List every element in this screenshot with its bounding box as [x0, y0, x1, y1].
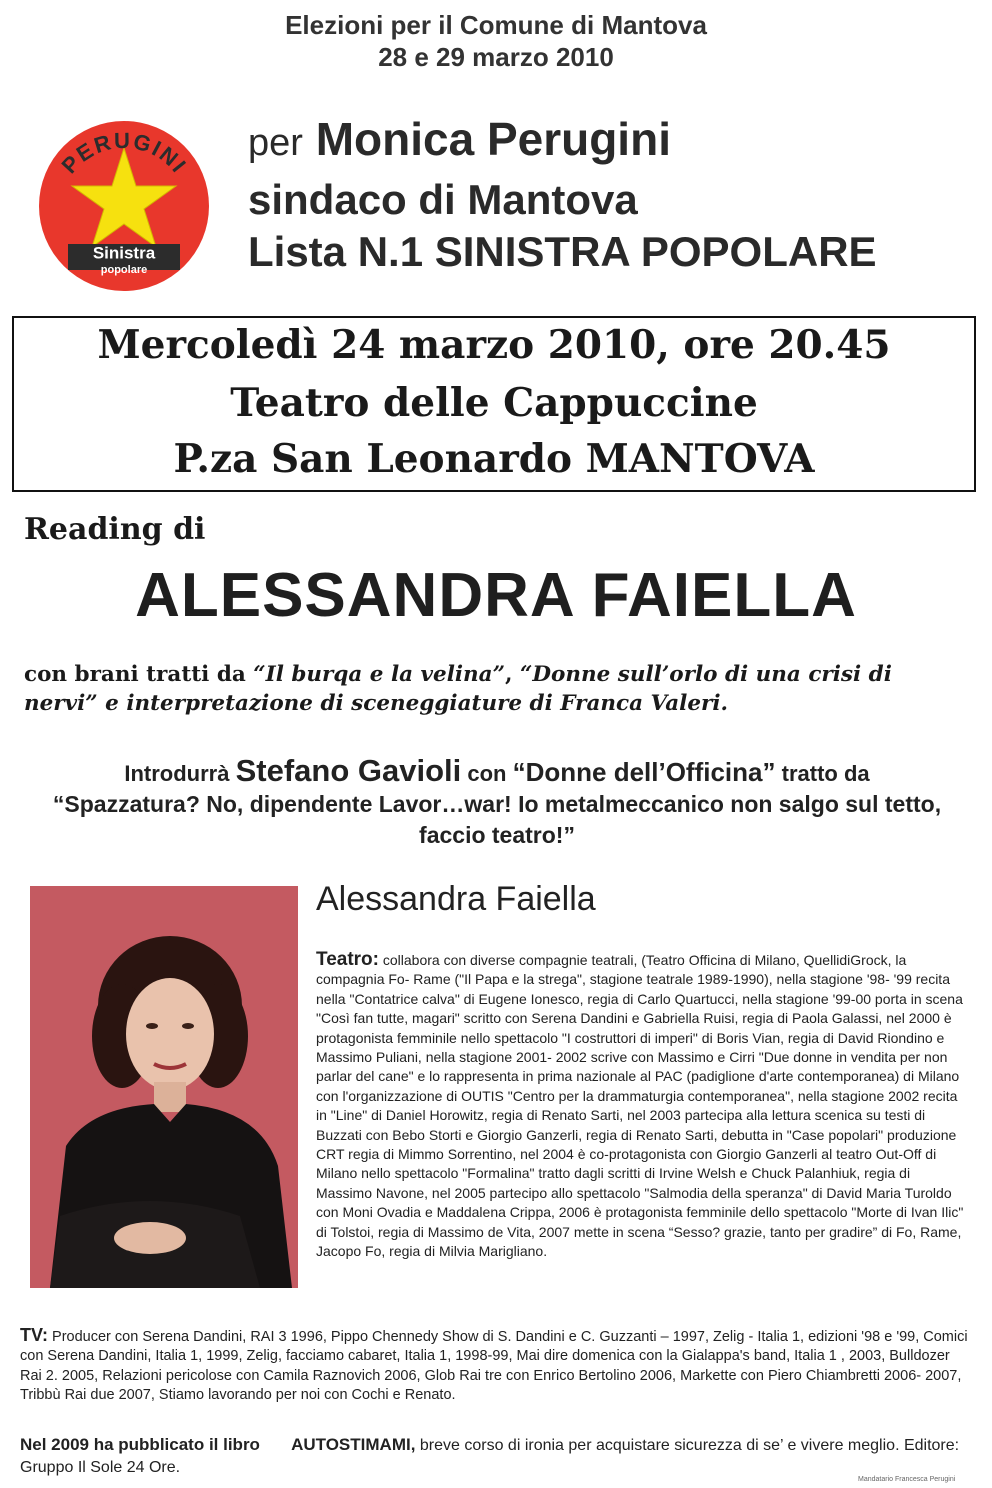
intro-tratto: tratto da: [775, 761, 870, 786]
party-logo: [38, 120, 210, 292]
event-address: P.za San Leonardo MANTOVA: [173, 436, 815, 482]
teatro-text: collabora con diverse compagnie teatrali, (Teatro Officina di Milano, QuellidiGrock, la compagnia Fo- Rame ("Il Papa e la strega", stagione teatrale 1989-1990), nella stagione '98- '99 recita nella "Contatrice calva" di Eugene Ionesco, regia di Carlo Quartucci, nella stagione '99-00 porta in scena "Così fan tutte, magari" scritto con Serena Dandini e Gabriella Ruisi, regia di Paola Galassi, nel 2000 è protagonista femminile nello spettacolo "I costruttori di imperi" di Boris Vian, regia di David Riondino e Massimo Puliani, nella stagione 2001- 2002 scrive con Massimo e Cirri "Due donne in vendita per non parlar del cane" e lo rappresenta in prima nazionale al PAC (padiglione d'arte contemporanea) di Milano con l'organizzazione di OUTIS "Centro per la drammaturgia contemporanea", nella stagione 2002 recita in "Line" di Daniel Horowitz, regia di Renato Sarti, nel 2003 partecipa alla lettura scenica su testi di Buzzati con Bebo Storti e Giorgio Ganzerli, regia di Renato Sarti, debutta in "Case popolari" produzione CRT regia di Mimmo Sorrentino, nel 2004 è co-protagonista con Giorgio Ganzerli al teatro Out-Off di Milano nello spettacolo "Formalina" tratto dagli scritti di Irvine Welsh e Chuck Palanhiuk, regia di Massimo Navone, nel 2005 partecipo allo spettacolo "Salmodia della speranza" di David Maria Turoldo con Moni Ovadia e Maddalena Crippa, 2006 è protagonista femminile dello spettacolo "Morte di Ivan Ilic" di Tolstoi, regia di Massimo de Vita, 2007 mette in scena “Sesso? grazie, tanto per gradire” di Fo, Rame, Jacopo Fo, regia di Milvia Marigliano.: [316, 952, 964, 1260]
logo-arc-text: PERUGINI: [56, 127, 193, 179]
intro-word: Introdurrà: [124, 761, 236, 786]
election-dates: 28 e 29 marzo 2010: [378, 42, 614, 72]
intro-con: con: [461, 761, 513, 786]
introduction-line: [24, 753, 970, 851]
brani-prefix: con brani tratti da: [24, 662, 254, 687]
intro-source: “Spazzatura? No, dipendente Lavor…war! Io metalmeccanico non salgo sul tetto, faccio teatro!”: [52, 791, 942, 848]
tv-text: Producer con Serena Dandini, RAI 3 1996, Pippo Chennedy Show di S. Dandini e C. Guzzanti – 1997, Zelig - Italia 1, edizioni '98 e '99, Comici con Serena Dandini, Italia 1, 1999, Zelig, facciamo cabaret, Italia 1, 1998-99, Mai dire domenica con la Gialappa's band, Italia 1 , 2003, Bulldozer Rai 2. 2005, Relazioni pericolose con Camila Raznovich 2006, Glob Rai tre con Enrico Bertolino 2006, Markette con Piero Chiambretti 2006- 2007, Tribbù Rai due 2007, Stiamo lavorando per noi con Cochi e Renato.: [20, 1329, 968, 1404]
bio-name: Alessandra Faiella: [316, 880, 596, 918]
logo-label-popolare: popolare: [100, 263, 148, 276]
introducer-name: Stefano Gavioli: [235, 753, 462, 788]
brani-separator: ,: [504, 662, 520, 687]
event-venue: Teatro delle Cappuccine: [230, 380, 758, 426]
teatro-label: Teatro:: [316, 949, 379, 970]
book-prefix: Nel 2009 ha pubblicato il libro: [20, 1435, 260, 1454]
brani-title-1: “Il burqa e la velina”: [253, 662, 505, 687]
event-date: Mercoledì 24 marzo 2010, ore 20.45: [97, 322, 891, 368]
artist-photo: [30, 886, 298, 1288]
intro-title: “Donne dell’Officina”: [512, 757, 776, 787]
book-title: AUTOSTIMAMI,: [291, 1435, 416, 1454]
artist-name: ALESSANDRA FAIELLA: [135, 561, 857, 630]
logo-label-sinistra: Sinistra: [92, 243, 156, 263]
bio-teatro: [316, 950, 968, 1262]
election-title: Elezioni per il Comune di Mantova: [285, 10, 707, 40]
candidate-list: Lista N.1 SINISTRA POPOLARE: [248, 228, 877, 275]
bio-tv: [20, 1326, 970, 1406]
candidate-name-line: [248, 112, 671, 166]
mandatario-note: Mandatario Francesca Perugini: [858, 1476, 956, 1483]
brani-title-2: “Donne sull’orlo di una crisi di nervi”: [24, 662, 892, 716]
reading-intro: Reading di: [24, 512, 206, 547]
event-box: [12, 316, 976, 492]
reading-description: [24, 660, 964, 718]
book-text: breve corso di ironia per acquistare sicurezza di se’ e vivere meglio. Editore: Gruppo Il Sole 24 Ore.: [20, 1437, 960, 1476]
tv-label: TV:: [20, 1325, 49, 1345]
brani-suffix: e interpretazione di sceneggiature di Franca Valeri.: [97, 691, 728, 716]
candidate-role: sindaco di Mantova: [248, 176, 638, 223]
candidate-name: Monica Perugini: [315, 113, 671, 165]
candidate-per: per: [248, 122, 303, 164]
book-info: [20, 1434, 980, 1479]
